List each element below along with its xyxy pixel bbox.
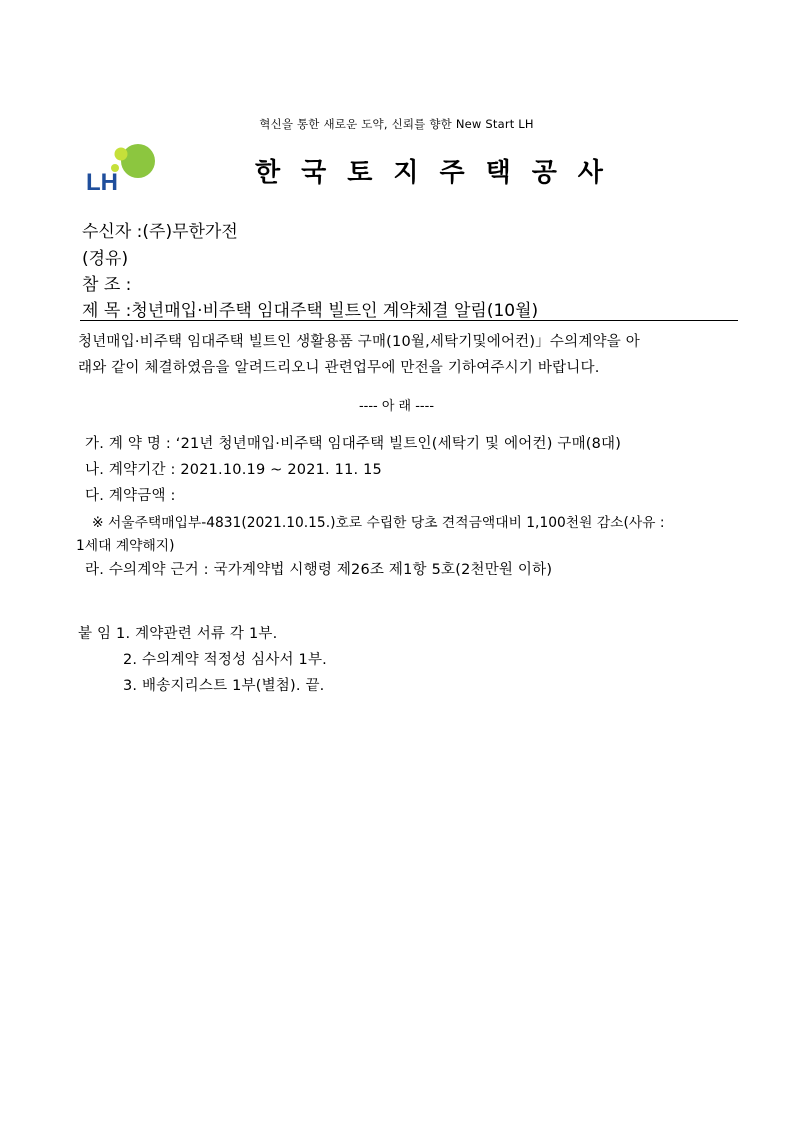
notice-heading: ---- 아 래 ---- <box>358 399 435 414</box>
body-paragraph-line-2: 래와 같이 체결하였음을 알려드리오니 관련업무에 만전을 기하여주시기 바랍니다. <box>78 360 600 376</box>
organization-title: 한국토지주택공사 <box>255 158 624 188</box>
slogan: 혁신을 통한 새로운 도약, 신뢰를 향한 New Start LH <box>259 117 534 131</box>
reference-line: 참 조 : <box>82 275 132 295</box>
amount-note-line-2: 1세대 계약해지) <box>76 538 175 554</box>
attachment-1: 붙 임 1. 계약관련 서류 각 1부. <box>78 626 278 642</box>
body-paragraph-line-1: 청년매입·비주택 임대주택 빌트인 생활용품 구매(10월,세탁기및에어컨)」수의계약을 아 <box>78 334 640 350</box>
amount-note-line-1: ※ 서울주택매입부-4831(2021.10.15.)호로 수립한 당초 견적금액대비 1,100천원 감소(사유 : <box>92 515 665 531</box>
attachment-2: 2. 수의계약 적정성 심사서 1부. <box>123 652 327 668</box>
attachment-3: 3. 배송지리스트 1부(별첨). 끝. <box>123 678 325 694</box>
item-contract-basis: 라. 수의계약 근거 : 국가계약법 시행령 제26조 제1항 5호(2천만원 이하) <box>85 562 553 578</box>
recipient-line: 수신자 :(주)무한가전 <box>82 222 238 242</box>
subject-divider <box>80 320 738 321</box>
lh-logo-icon <box>86 143 160 195</box>
item-contract-amount: 다. 계약금액 : <box>85 488 176 504</box>
via-line: (경유) <box>82 249 129 269</box>
item-contract-name: 가. 계 약 명 : ‘21년 청년매입·비주택 임대주택 빌트인(세탁기 및 에어컨) 구매(8대) <box>85 436 622 452</box>
logo-text: LH <box>86 169 118 195</box>
item-contract-period: 나. 계약기간 : 2021.10.19 ~ 2021. 11. 15 <box>85 462 382 478</box>
subject-line: 제 목 :청년매입·비주택 임대주택 빌트인 계약체결 알림(10월) <box>82 301 539 321</box>
